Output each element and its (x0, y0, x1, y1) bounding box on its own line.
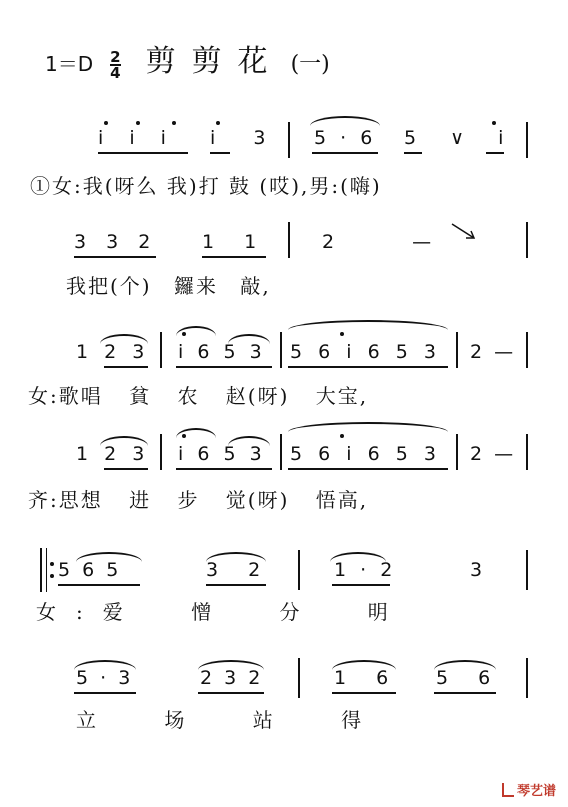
time-signature-top: 2 (110, 48, 121, 66)
beam (176, 468, 272, 470)
notes-measure-2: i 6 5 3 (178, 341, 263, 363)
beam (104, 468, 148, 470)
beam (332, 584, 390, 586)
bar-line (280, 332, 282, 368)
beam (176, 366, 272, 368)
slur (176, 428, 216, 438)
octave-dot (104, 121, 108, 125)
slur (310, 116, 380, 126)
bar-line (526, 550, 528, 590)
notes-measure-4: 5 6 (436, 667, 492, 689)
time-signature (110, 50, 120, 80)
notes-measure-2: i 6 5 3 (178, 443, 263, 465)
notes-measure-1: 1 2 3 (76, 443, 146, 465)
slur (176, 326, 216, 336)
octave-dot (216, 121, 220, 125)
key-signature: 1＝D (45, 52, 94, 76)
bar-line (160, 332, 162, 368)
beam (288, 366, 448, 368)
notes-measure-1: i i i (98, 127, 167, 149)
lyric-line-5: 女:爱 憎 分 明 (36, 600, 408, 624)
brand-text: 琴艺谱 (516, 784, 556, 799)
slur (288, 320, 448, 330)
notes-measure-3: 5 6 i 6 5 3 (290, 443, 437, 465)
beam (288, 468, 448, 470)
notes-measure-4: 3 (470, 559, 484, 581)
beam (332, 692, 396, 694)
lyric-line-4: 齐:思想 进 步 觉(呀) 悟高, (28, 488, 369, 512)
song-title-suffix: (一) (290, 52, 330, 77)
beam (434, 692, 496, 694)
song-title: 剪剪花 (145, 44, 284, 79)
beam (404, 152, 422, 154)
octave-dot (492, 121, 496, 125)
beam (198, 692, 264, 694)
repeat-dot (50, 574, 54, 578)
notes-measure-2: 3 2 (206, 559, 262, 581)
notes-measure-1: 5 · 3 (76, 667, 132, 689)
notes-measure-3: 5 6 i 6 5 3 (290, 341, 437, 363)
slur (288, 422, 448, 432)
bar-line (456, 332, 458, 368)
notes-measure-3: 5 · 6 (314, 127, 374, 149)
notes-measure-1: 5 6 5 (58, 559, 120, 581)
notes-measure-2: 2 3 2 (200, 667, 262, 689)
bar-line (526, 332, 528, 368)
repeat-bar-thin (46, 548, 47, 592)
beam (486, 152, 504, 154)
octave-dot (340, 332, 344, 336)
notes-measure-1: 1 2 3 (76, 341, 146, 363)
beam (202, 256, 266, 258)
beam (74, 692, 136, 694)
lyric-line-2: 我把(个) 鑼来 敲, (66, 274, 271, 298)
octave-dot (172, 121, 176, 125)
notes-measure-4: 5 ∨ i (404, 127, 505, 149)
bar-line (288, 122, 290, 158)
beam (98, 152, 188, 154)
octave-dot (340, 434, 344, 438)
beam (312, 152, 378, 154)
beam (74, 256, 156, 258)
notes-measure-2: 1 1 (202, 231, 258, 253)
bar-line (526, 222, 528, 258)
notes-measure-3: 2 — (322, 231, 433, 253)
bar-line (526, 658, 528, 698)
bar-line (456, 434, 458, 470)
brand-logo-icon (502, 783, 514, 797)
glissando-arrow-icon (450, 222, 478, 242)
beam (210, 152, 230, 154)
bar-line (288, 222, 290, 258)
time-signature-bottom: 4 (110, 64, 121, 82)
notes-measure-2: i 3 (210, 127, 267, 149)
bar-line (298, 550, 300, 590)
notes-measure-3: 1 · 2 (334, 559, 394, 581)
bar-line (298, 658, 300, 698)
lyric-line-1: ①女:我(呀么 我)打 鼓 (哎),男:(嗨) (30, 174, 382, 198)
bar-line (526, 122, 528, 158)
title-line (45, 36, 330, 80)
bar-line (280, 434, 282, 470)
octave-dot (136, 121, 140, 125)
beam (58, 584, 140, 586)
bar-line (526, 434, 528, 470)
beam (206, 584, 266, 586)
lyric-line-3: 女:歌唱 貧 农 赵(呀) 大宝, (28, 384, 369, 408)
repeat-bar-thick (40, 548, 42, 592)
notes-measure-3: 1 6 (334, 667, 390, 689)
brand-watermark (502, 780, 556, 799)
bar-line (160, 434, 162, 470)
notes-measure-4: 2 — (470, 443, 515, 465)
repeat-dot (50, 562, 54, 566)
notes-measure-1: 3 3 2 (74, 231, 152, 253)
lyric-line-6: 立 场 站 得 (76, 708, 382, 732)
notes-measure-4: 2 — (470, 341, 515, 363)
beam (104, 366, 148, 368)
